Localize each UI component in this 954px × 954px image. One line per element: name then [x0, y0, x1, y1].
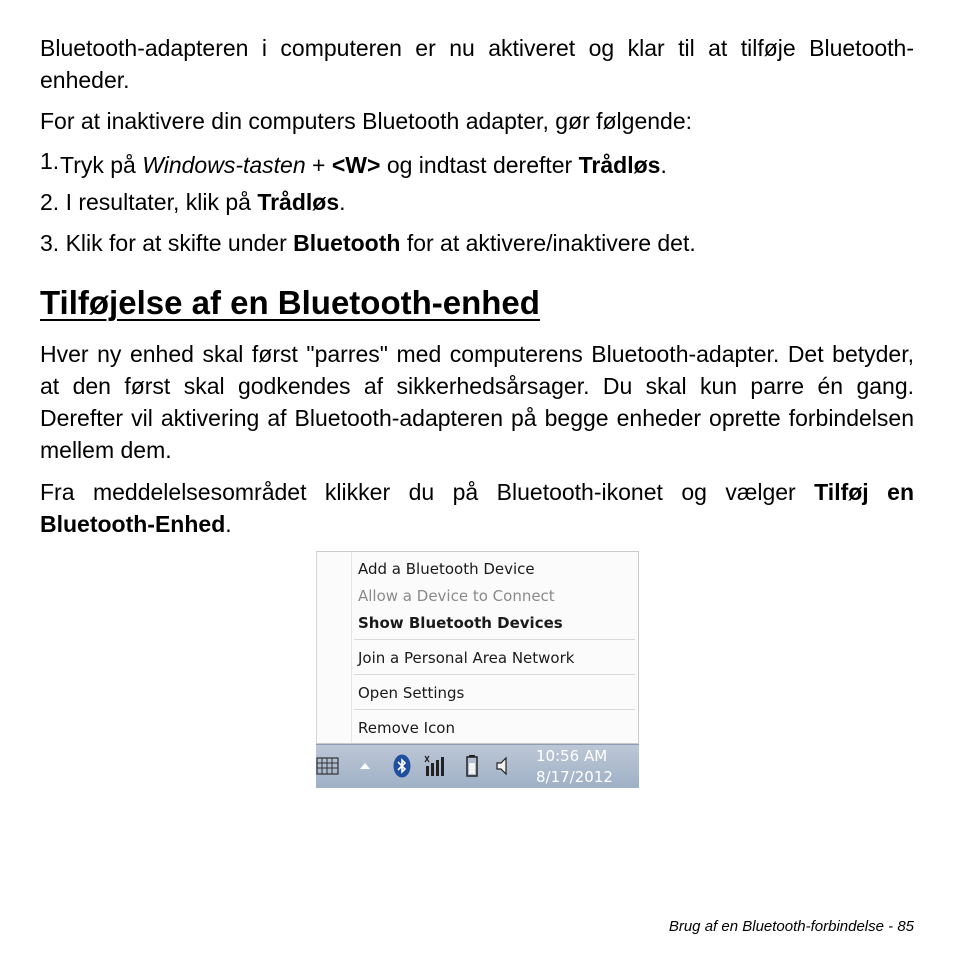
section-heading: Tilføjelse af en Bluetooth-enhed [40, 284, 540, 321]
section-paragraph: Hver ny enhed skal først "parres" med computerens Bluetooth-adapter. Det betyder, at den først skal godkendes af sikkerhedsårsager. Du skal kun parre én gang. Derefter vil aktivering af Bluetooth-adapteren på begge enheder oprette forbindelsen mellem dem. [40, 341, 914, 463]
page-footer: Brug af en Bluetooth-forbindelse - 85 [668, 918, 914, 935]
menu-item-add-device[interactable]: Add a Bluetooth Device [358, 560, 535, 578]
taskbar [316, 744, 639, 788]
menu-item-join-pan[interactable]: Join a Personal Area Network [358, 649, 575, 667]
show-hidden-icons-chevron[interactable] [358, 753, 372, 779]
menu-item-show-devices[interactable]: Show Bluetooth Devices [358, 614, 563, 632]
battery-icon[interactable] [464, 753, 480, 779]
bluetooth-icon[interactable] [392, 753, 412, 779]
intro-paragraph: Bluetooth-adapteren i computeren er nu aktiveret og klar til at tilføje Bluetooth-enheder. [40, 35, 914, 93]
network-signal-icon[interactable] [424, 753, 446, 779]
menu-separator [354, 639, 635, 640]
clock-date: 8/17/2012 [536, 768, 613, 786]
step-3: 3. Klik for at skifte under Bluetooth for at aktivere/inaktivere det. [40, 230, 696, 256]
step-2: 2. I resultater, klik på Trådløs. [40, 189, 346, 215]
menu-icon-gutter [317, 552, 352, 743]
taskbar-clock[interactable] [536, 746, 613, 788]
clock-time: 10:56 AM [536, 747, 608, 765]
menu-item-remove-icon[interactable]: Remove Icon [358, 719, 455, 737]
menu-item-allow-connect: Allow a Device to Connect [358, 587, 555, 605]
volume-icon[interactable] [494, 753, 512, 779]
menu-item-open-settings[interactable]: Open Settings [358, 684, 465, 702]
step-1: Tryk på Windows-tasten + <W> og indtast derefter Trådløs. [60, 152, 667, 178]
intro-instruction: For at inaktivere din computers Bluetooth adapter, gør følgende: [40, 108, 693, 134]
step-1-number: 1. [40, 148, 60, 174]
bluetooth-menu-screenshot [316, 551, 639, 788]
bluetooth-context-menu [316, 551, 639, 744]
menu-separator [354, 709, 635, 710]
section-instruction: Fra meddelelsesområdet klikker du på Bluetooth-ikonet og vælger Tilføj en Bluetooth-Enhed. [40, 479, 914, 537]
menu-separator [354, 674, 635, 675]
keyboard-icon[interactable] [316, 753, 340, 779]
